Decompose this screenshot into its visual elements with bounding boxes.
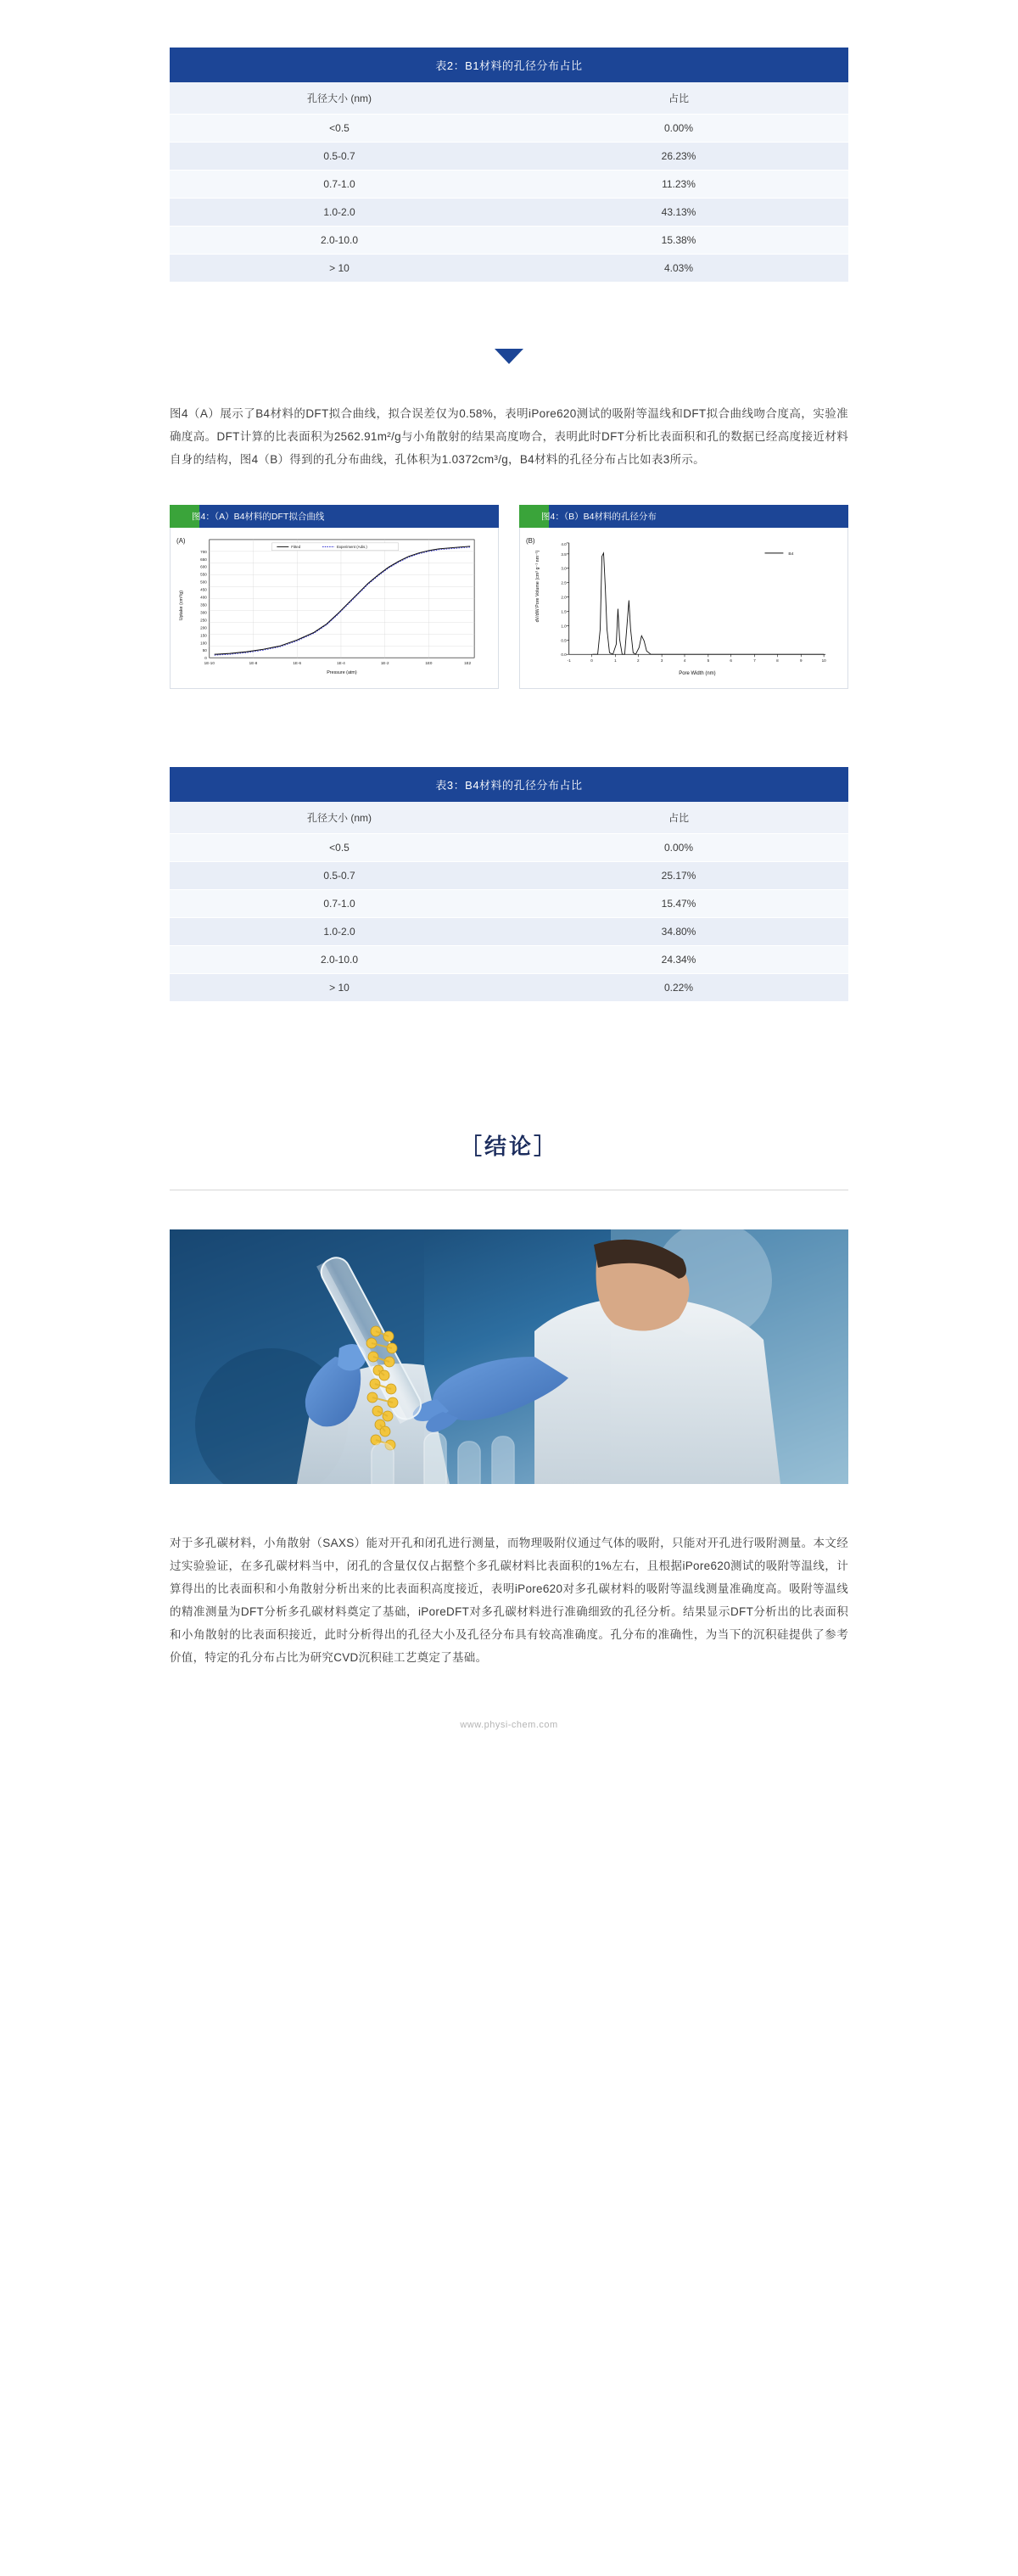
svg-text:Uptake (cm³/g): Uptake (cm³/g) (178, 590, 184, 621)
svg-text:1E-8: 1E-8 (249, 661, 258, 666)
table-row (170, 834, 848, 862)
svg-text:250: 250 (200, 618, 207, 623)
table-header-row (170, 82, 848, 115)
figure-table-spacer (0, 689, 1018, 767)
cell-ratio: 0.22% (509, 974, 848, 1002)
top-spacer (0, 0, 1018, 48)
figure-b-caption (519, 505, 848, 528)
cell-ratio: 25.17% (509, 862, 848, 890)
svg-text:0.0: 0.0 (561, 652, 567, 658)
svg-text:700: 700 (200, 549, 207, 554)
svg-text:200: 200 (200, 625, 207, 630)
cell-size: 0.7-1.0 (170, 171, 509, 199)
table-row (170, 974, 848, 1002)
figure-a-plot (170, 528, 499, 689)
svg-text:6: 6 (730, 658, 732, 664)
svg-text:1E-2: 1E-2 (380, 661, 389, 666)
conclusion-section (170, 1129, 848, 1161)
table-row (170, 918, 848, 946)
svg-text:1E2: 1E2 (464, 661, 472, 666)
svg-text:450: 450 (200, 587, 207, 592)
figure-a (170, 505, 499, 689)
cell-size: 0.5-0.7 (170, 862, 509, 890)
paragraph-conclusion: 对于多孔碳材料，小角散射（SAXS）能对开孔和闭孔进行测量，而物理吸附仪通过气体的吸附，只能对开孔进行吸附测量。本文经过实验验证，在多孔碳材料当中，闭孔的含量仅仅占据整个多孔碳材料比表面积的1%左右，且根据iPore620测试的吸附等温线，计算得出的比表面积和小角散射分析出来的比表面积高度接近，表明iPore620对多孔碳材料的吸附等温线测量准确度高。吸附等温线的精准测量为DFT分析多孔碳材料奠定了基础，iPoreDFT对多孔碳材料进行准确细致的孔径分析。结果显示DFT分析出的比表面积和小角散射的比表面积接近，此时分析得出的孔径大小及孔径分布具有较高准确度。孔分布的准确性，为当下的沉积硅提供了参考价值，特定的孔分布占比为研究CVD沉积硅工艺奠定了基础。 (170, 1537, 848, 1664)
table-header-cell-size: 孔径大小 (nm) (170, 82, 509, 115)
svg-text:500: 500 (200, 580, 207, 585)
svg-text:150: 150 (200, 633, 207, 638)
section-divider (0, 349, 1018, 368)
svg-text:1E-6: 1E-6 (293, 661, 302, 666)
cell-size: 1.0-2.0 (170, 918, 509, 946)
table-header-row (170, 802, 848, 834)
svg-text:dV/dW Pore Volume (cm³ g⁻¹ nm⁻: dV/dW Pore Volume (cm³ g⁻¹ nm⁻¹) (534, 550, 540, 623)
photo-text-spacer (0, 1484, 1018, 1532)
svg-text:7: 7 (753, 658, 756, 664)
table-row (170, 862, 848, 890)
cell-size: 0.7-1.0 (170, 890, 509, 918)
svg-text:600: 600 (200, 564, 207, 569)
table-row (170, 143, 848, 171)
table-row (170, 199, 848, 227)
figure-a-caption-text: 图4：（A）B4材料的DFT拟合曲线 (192, 512, 325, 522)
svg-text:10: 10 (821, 658, 826, 664)
cell-ratio: 43.13% (509, 199, 848, 227)
svg-text:100: 100 (200, 641, 207, 646)
cell-size: 2.0-10.0 (170, 946, 509, 974)
svg-text:350: 350 (200, 602, 207, 608)
svg-text:1E-4: 1E-4 (337, 661, 345, 666)
cell-size: <0.5 (170, 834, 509, 862)
figure-b (519, 505, 848, 689)
cell-ratio: 0.00% (509, 115, 848, 143)
cell-size: 2.0-10.0 (170, 227, 509, 255)
figure-b-caption-text: 图4：（B）B4材料的孔径分布 (541, 512, 657, 522)
svg-text:300: 300 (200, 610, 207, 615)
svg-text:4.0: 4.0 (561, 541, 567, 546)
lab-scientist-photo (170, 1229, 848, 1484)
svg-text:5: 5 (707, 658, 710, 664)
table-block-2 (170, 767, 848, 1002)
dft-fitting-curve-chart (171, 528, 498, 688)
table-caption-1: 表2：B1材料的孔径分布占比 (170, 48, 848, 82)
cell-size: > 10 (170, 974, 509, 1002)
cell-size: > 10 (170, 255, 509, 283)
table-header-cell-ratio: 占比 (509, 82, 848, 115)
cell-ratio: 11.23% (509, 171, 848, 199)
table-header-cell-size: 孔径大小 (nm) (170, 802, 509, 834)
table-row (170, 946, 848, 974)
table-caption-2: 表3：B4材料的孔径分布占比 (170, 767, 848, 802)
svg-text:3: 3 (660, 658, 663, 664)
svg-text:0: 0 (204, 656, 207, 661)
cell-size: 0.5-0.7 (170, 143, 509, 171)
svg-text:Fitted: Fitted (291, 544, 301, 549)
svg-text:650: 650 (200, 557, 207, 562)
cell-ratio: 24.34% (509, 946, 848, 974)
cell-ratio: 26.23% (509, 143, 848, 171)
svg-text:B4: B4 (788, 552, 794, 557)
svg-text:3.0: 3.0 (561, 566, 567, 571)
table-block-1 (170, 48, 848, 283)
svg-text:2.5: 2.5 (561, 580, 567, 585)
footer-url[interactable]: www.physi-chem.com (460, 1720, 558, 1730)
figure-a-caption (170, 505, 499, 528)
cell-ratio: 0.00% (509, 834, 848, 862)
svg-text:Pressure (atm): Pressure (atm) (327, 670, 357, 676)
table-header-cell-ratio: 占比 (509, 802, 848, 834)
svg-text:0.5: 0.5 (561, 638, 567, 643)
photo-illustration (170, 1229, 848, 1484)
svg-text:Pore Width (nm): Pore Width (nm) (679, 671, 716, 677)
table-row (170, 890, 848, 918)
caption-accent-bar (519, 505, 526, 528)
table-row (170, 115, 848, 143)
chevron-down-icon (495, 349, 523, 364)
svg-text:1E0: 1E0 (425, 661, 433, 666)
cell-ratio: 15.38% (509, 227, 848, 255)
svg-text:2.0: 2.0 (561, 595, 567, 600)
svg-text:400: 400 (200, 595, 207, 600)
svg-text:2: 2 (637, 658, 640, 664)
svg-text:0: 0 (590, 658, 593, 664)
cell-ratio: 15.47% (509, 890, 848, 918)
svg-text:(B): (B) (525, 536, 535, 545)
svg-text:3.5: 3.5 (561, 552, 567, 557)
table-row (170, 255, 848, 283)
cell-size: <0.5 (170, 115, 509, 143)
svg-text:1.5: 1.5 (561, 609, 567, 614)
svg-text:550: 550 (200, 572, 207, 577)
svg-text:1.0: 1.0 (561, 624, 567, 629)
pore-width-distribution-chart (520, 528, 847, 688)
table-row (170, 171, 848, 199)
paragraph-dft-analysis: 图4（A）展示了B4材料的DFT拟合曲线，拟合误差仅为0.58%，表明iPore620测试的吸附等温线和DFT拟合曲线吻合度高，实验准确度高。DFT计算的比表面积为2562.91m²/g与小角散射的结果高度吻合，表明此时DFT分析比表面积和孔的数据已经高度接近材料自身的结构，图4（B）得到的孔分布曲线，孔体积为1.0372cm³/g，B4材料的孔径分布占比如表3所示。 (170, 407, 848, 466)
svg-text:Experiment (Adis.): Experiment (Adis.) (336, 544, 367, 549)
figure-group (170, 505, 848, 689)
pore-distribution-table-b4 (170, 767, 848, 1002)
cell-size: 1.0-2.0 (170, 199, 509, 227)
table-row (170, 227, 848, 255)
svg-text:4: 4 (683, 658, 686, 664)
svg-text:9: 9 (799, 658, 803, 664)
svg-text:1: 1 (614, 658, 617, 664)
svg-text:-1: -1 (567, 658, 571, 664)
svg-text:50: 50 (202, 648, 207, 653)
svg-text:(A): (A) (176, 536, 186, 545)
pore-distribution-table-b1 (170, 48, 848, 283)
conclusion-title: ［结论］ (459, 1134, 558, 1159)
svg-text:8: 8 (776, 658, 779, 664)
caption-accent-bar (170, 505, 176, 528)
cell-ratio: 4.03% (509, 255, 848, 283)
cell-ratio: 34.80% (509, 918, 848, 946)
svg-text:1E-10: 1E-10 (204, 661, 215, 666)
figure-b-plot (519, 528, 848, 689)
